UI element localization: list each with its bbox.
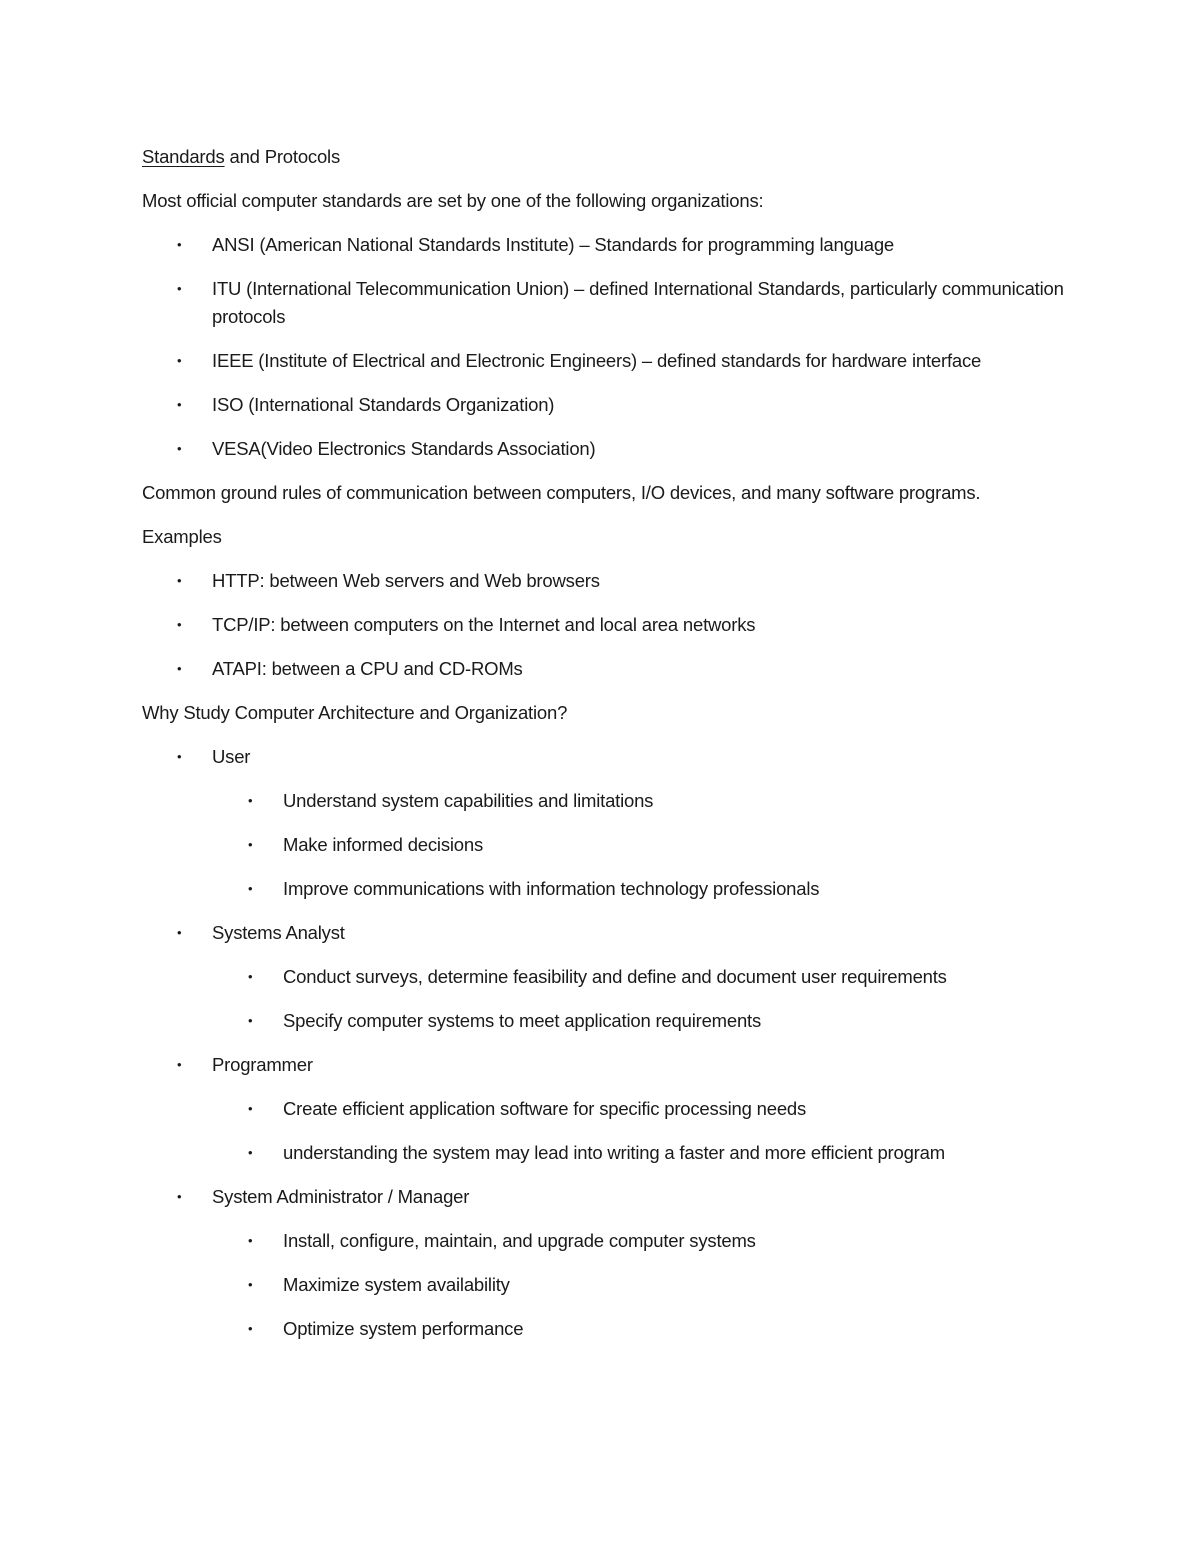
bullet-icon: • [248,1277,253,1292]
protocols-description: Common ground rules of communication between computers, I/O devices, and many software programs. [142,482,981,503]
bullet-icon: • [177,925,182,940]
bullet-icon: • [248,1013,253,1028]
list-item-text: Understand system capabilities and limitations [283,790,654,811]
page-title [142,143,1072,171]
bullet-icon: • [248,1233,253,1248]
list-item-text: ANSI (American National Standards Institute) – Standards for programming language [212,234,895,255]
list-item-text: Optimize system performance [283,1318,524,1339]
list-item-text: ATAPI: between a CPU and CD-ROMs [212,658,523,679]
list-item [142,1139,1072,1167]
role-name: Programmer [212,1054,313,1075]
list-item [142,787,1072,815]
list-item-text: Maximize system availability [283,1274,510,1295]
role-item-system-administrator [142,1183,1072,1211]
bullet-icon: • [177,749,182,764]
list-item [142,611,1072,639]
list-item [142,567,1072,595]
bullet-icon: • [177,281,182,296]
title-rest: and Protocols [224,146,341,167]
role-item-systems-analyst [142,919,1072,947]
list-item-text: Make informed decisions [283,834,484,855]
bullet-icon: • [177,397,182,412]
list-item [142,831,1072,859]
role-name: User [212,746,251,767]
list-item-text: HTTP: between Web servers and Web browsers [212,570,600,591]
list-item [142,275,1072,331]
document-body [142,143,1072,1359]
title-underlined-word: Standards [142,146,225,167]
bullet-icon: • [177,353,182,368]
intro-paragraph: Most official computer standards are set by one of the following organizations: [142,190,764,211]
list-item [142,1227,1072,1255]
bullet-icon: • [248,793,253,808]
bullet-icon: • [177,237,182,252]
examples-list [142,567,1072,683]
list-item [142,435,1072,463]
list-item [142,1271,1072,1299]
list-item-text: IEEE (Institute of Electrical and Electronic Engineers) – defined standards for hardware interface [212,350,982,371]
bullet-icon: • [248,1321,253,1336]
bullet-icon: • [177,661,182,676]
bullet-icon: • [177,573,182,588]
roles-list [142,743,1072,1343]
list-item [142,655,1072,683]
list-item [142,1007,1072,1035]
examples-heading: Examples [142,526,222,547]
bullet-icon: • [177,617,182,632]
bullet-icon: • [177,1189,182,1204]
list-item-text: Install, configure, maintain, and upgrade computer systems [283,1230,756,1251]
list-item-text: Improve communications with information technology professionals [283,878,820,899]
bullet-icon: • [248,881,253,896]
list-item-text: TCP/IP: between computers on the Internet and local area networks [212,614,756,635]
list-item [142,391,1072,419]
list-item [142,963,1072,991]
list-item-text: ISO (International Standards Organization) [212,394,555,415]
list-item-text: Create efficient application software for specific processing needs [283,1098,807,1119]
bullet-icon: • [248,969,253,984]
list-item [142,1095,1072,1123]
list-item [142,1315,1072,1343]
bullet-icon: • [177,1057,182,1072]
bullet-icon: • [248,1101,253,1116]
organizations-list [142,231,1072,463]
list-item-text: ITU (International Telecommunication Union) – defined International Standards, particularly communication protocols [212,278,1064,327]
why-study-heading: Why Study Computer Architecture and Organization? [142,702,568,723]
role-item-user [142,743,1072,771]
bullet-icon: • [177,441,182,456]
list-item-text: understanding the system may lead into writing a faster and more efficient program [283,1142,945,1163]
list-item-text: VESA(Video Electronics Standards Association) [212,438,596,459]
list-item [142,347,1072,375]
role-name: System Administrator / Manager [212,1186,470,1207]
bullet-icon: • [248,1145,253,1160]
list-item-text: Conduct surveys, determine feasibility and define and document user requirements [283,966,947,987]
list-item [142,231,1072,259]
list-item-text: Specify computer systems to meet application requirements [283,1010,762,1031]
list-item [142,875,1072,903]
bullet-icon: • [248,837,253,852]
role-item-programmer [142,1051,1072,1079]
role-name: Systems Analyst [212,922,345,943]
